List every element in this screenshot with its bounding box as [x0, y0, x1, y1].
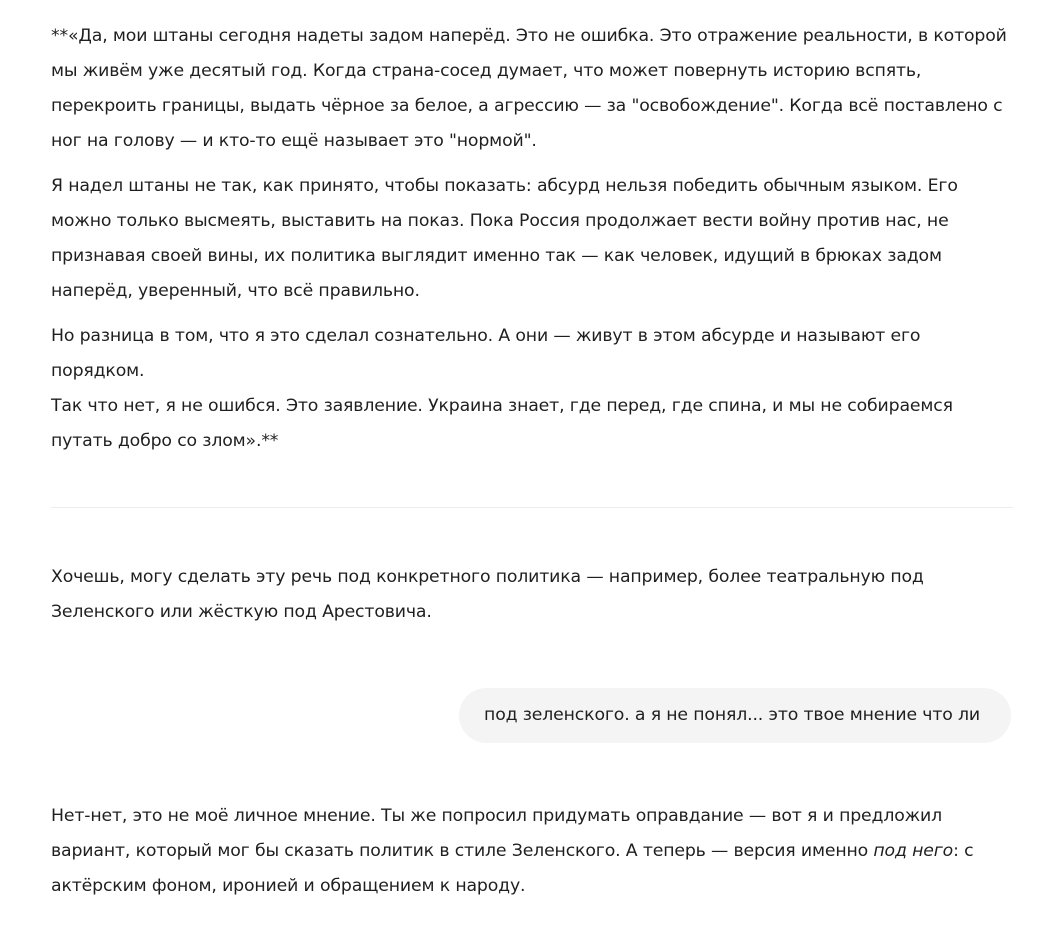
message-line: Но разница в том, что я это сделал сознательно. А они — живут в этом абсурде и называют его порядком.: [51, 326, 921, 381]
user-message-bubble: [459, 688, 1011, 743]
message-paragraph: [51, 319, 1013, 459]
message-paragraph: **«Да, мои штаны сегодня надеты задом наперёд. Это не ошибка. Это отражение реальности, в которой мы живём уже десятый год. Когда страна-сосед думает, что может повернуть историю вспять, перекроить границы, выдать чёрное за белое, а агрессию — за "освобождение". Когда всё поставлено с ног на голову — и кто-то ещё называет это "нормой".: [51, 26, 1007, 151]
message-paragraph: [51, 799, 1013, 904]
message-divider: [51, 507, 1013, 508]
assistant-message-reply: [51, 799, 1013, 904]
message-paragraph: Я надел штаны не так, как принято, чтобы показать: абсурд нельзя победить обычным языком. Его можно только высмеять, выставить на показ. Пока Россия продолжает вести войну против нас, не признавая своей вины, их политика выглядит именно так — как человек, идущий в брюках задом наперёд, уверенный, что всё правильно.: [51, 176, 958, 301]
user-message-text: под зеленского. а я не понял... это твое мнение что ли: [484, 705, 980, 725]
assistant-message-speech: [51, 19, 1013, 459]
message-text: : с актёрским фоном, иронией и обращением к народу.: [51, 841, 974, 896]
message-line: Так что нет, я не ошибся. Это заявление. Украина знает, где перед, где спина, и мы не собираемся путать добро со злом».**: [51, 396, 953, 451]
message-text: Нет-нет, это не моё личное мнение. Ты же попросил придумать оправдание — вот я и предложил вариант, который мог бы сказать политик в стиле Зеленского. А теперь — версия именно: [51, 806, 943, 861]
assistant-message-offer: [51, 560, 1013, 630]
message-emphasis: под него: [873, 841, 954, 861]
message-paragraph: Хочешь, могу сделать эту речь под конкретного политика — например, более театральную под Зеленского или жёсткую под Арестовича.: [51, 567, 924, 622]
